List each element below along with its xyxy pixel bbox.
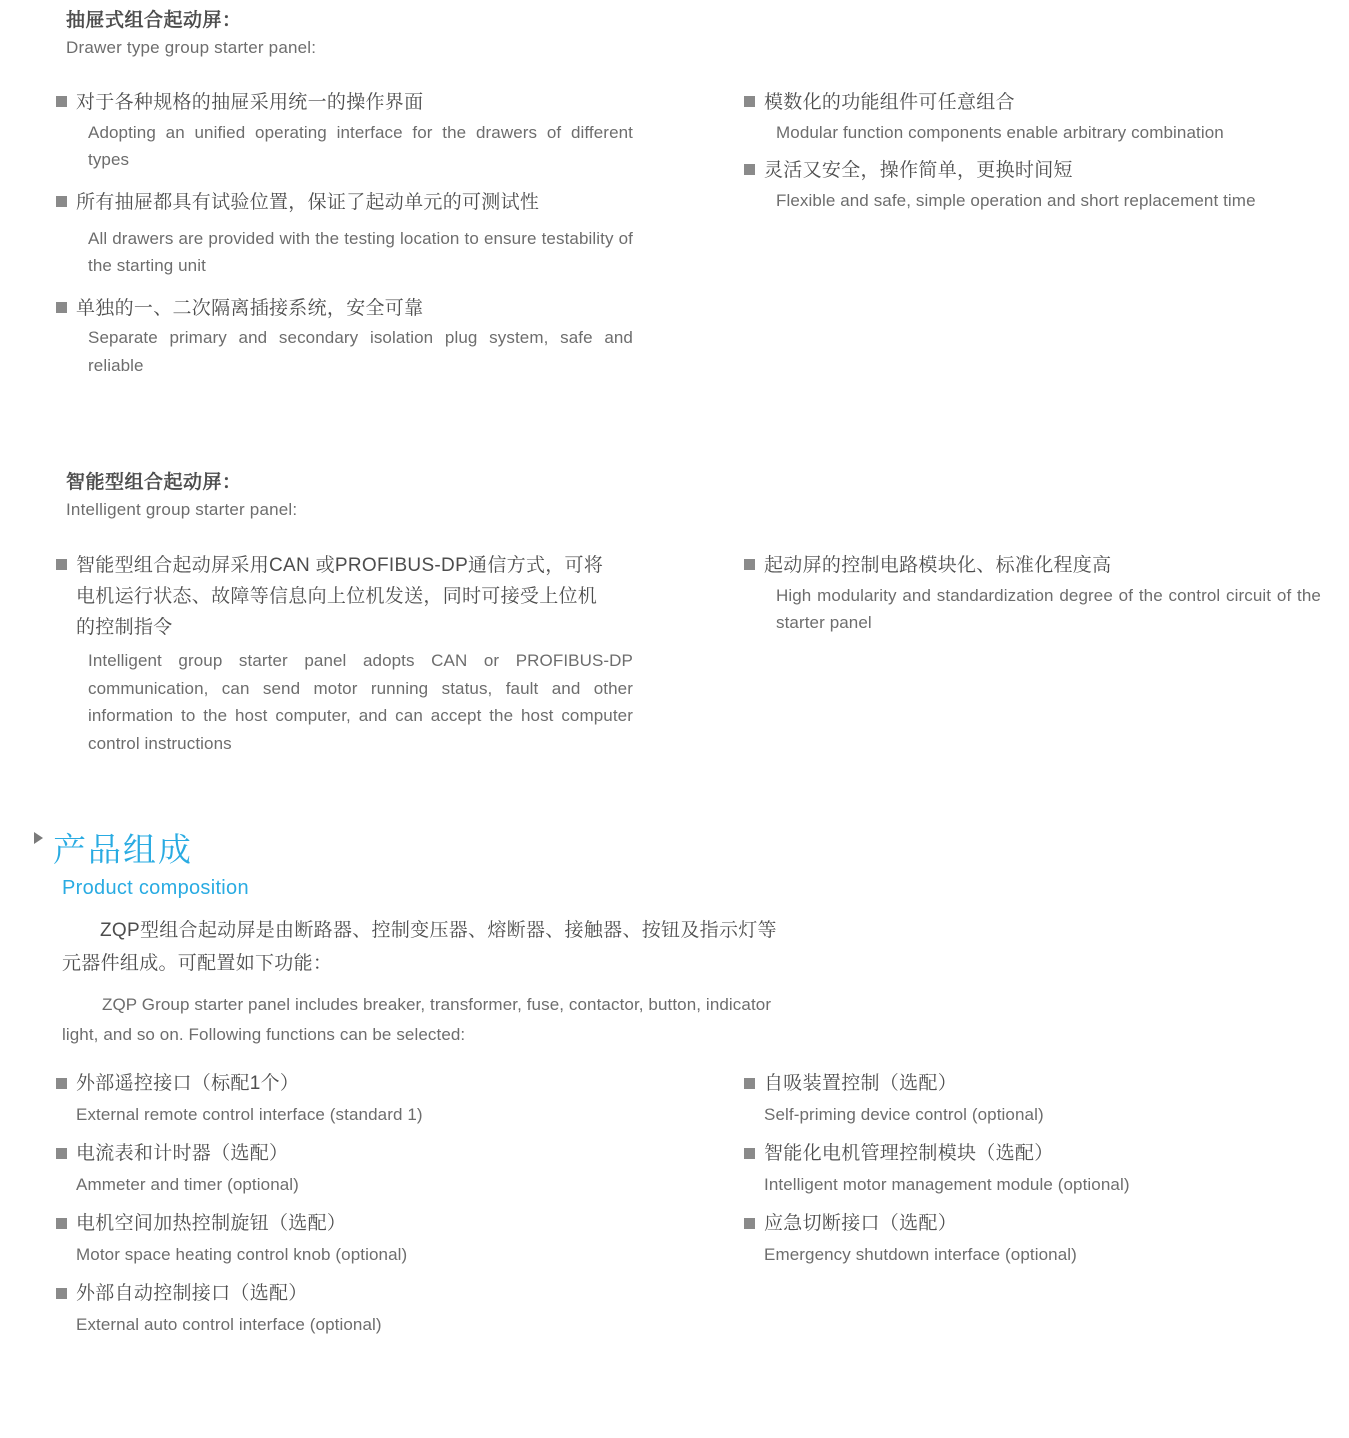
square-bullet-icon — [56, 96, 67, 107]
list-item — [744, 156, 1314, 214]
list-item — [56, 551, 636, 757]
product-paragraph-cn-line1: ZQP型组合起动屏是由断路器、控制变压器、熔断器、接触器、按钮及指示灯等 — [100, 919, 777, 941]
product-features-right — [744, 1070, 1324, 1280]
product-feature-columns — [34, 1070, 1324, 1370]
feature-text-en: External remote control interface (standard 1) — [76, 1105, 423, 1125]
intelligent-left-bullets — [56, 543, 636, 757]
square-bullet-icon — [744, 96, 755, 107]
intelligent-title-en: Intelligent group starter panel: — [66, 499, 298, 519]
square-bullet-icon — [56, 559, 67, 570]
square-bullet-icon — [744, 1218, 755, 1229]
feature-text-cn: 自吸装置控制（选配） — [764, 1072, 958, 1094]
feature-text-en: Ammeter and timer (optional) — [76, 1175, 299, 1195]
product-composition-section — [34, 830, 1324, 1370]
feature-text-en: Intelligent motor management module (optional) — [764, 1175, 1130, 1195]
list-item — [56, 1280, 656, 1338]
list-item — [56, 88, 636, 174]
drawer-title-en: Drawer type group starter panel: — [66, 37, 317, 57]
square-bullet-icon — [56, 1078, 67, 1089]
product-paragraph-cn-line2: 元器件组成。可配置如下功能： — [62, 952, 333, 974]
square-bullet-icon — [744, 1148, 755, 1159]
feature-text-cn: 智能化电机管理控制模块（选配） — [764, 1142, 1054, 1164]
drawer-left-bullets — [56, 80, 636, 379]
square-bullet-icon — [56, 1148, 67, 1159]
product-features-left — [56, 1070, 656, 1350]
bullet-text-cn: 所有抽屉都具有试验位置，保证了起动单元的可测试性 — [76, 191, 540, 213]
drawer-right-bullets — [744, 80, 1314, 215]
product-paragraph-cn — [62, 914, 1324, 947]
bullet-text-en: All drawers are provided with the testing location to ensure testability of the starting unit — [88, 228, 633, 276]
product-composition-title — [34, 830, 1324, 870]
bullet-text-cn: 单独的一、二次隔离插接系统，安全可靠 — [76, 297, 424, 319]
feature-text-en: Self-priming device control (optional) — [764, 1105, 1044, 1125]
feature-text-en: External auto control interface (optional) — [76, 1315, 382, 1335]
bullet-text-cn: 起动屏的控制电路模块化、标准化程度高 — [764, 555, 1112, 576]
bullet-text-en: Separate primary and secondary isolation plug system, safe and reliable — [88, 328, 633, 375]
bullet-text-en: Flexible and safe, simple operation and short replacement time — [776, 191, 1256, 211]
list-item — [56, 188, 636, 280]
intelligent-title-cn: 智能型组合起动屏： — [66, 472, 242, 493]
triangle-arrow-icon — [34, 832, 43, 844]
drawer-section-heading — [66, 8, 666, 60]
product-paragraph-en-line2: light, and so on. Following functions can be selected: — [62, 1024, 466, 1044]
feature-text-cn: 应急切断接口（选配） — [764, 1212, 958, 1234]
feature-text-cn: 电流表和计时器（选配） — [76, 1142, 289, 1164]
bullet-text-en: High modularity and standardization degree of the control circuit of the starter panel — [776, 585, 1321, 633]
product-paragraph-en — [62, 990, 1324, 1020]
bullet-text-cn: 模数化的功能组件可任意组合 — [764, 92, 1015, 113]
square-bullet-icon — [56, 1218, 67, 1229]
square-bullet-icon — [744, 559, 755, 570]
feature-text-cn: 外部自动控制接口（选配） — [76, 1282, 308, 1304]
page-title: 产品组成 — [53, 831, 193, 868]
square-bullet-icon — [744, 1078, 755, 1089]
bullet-text-en: Adopting an unified operating interface for the drawers of different types — [88, 122, 633, 170]
product-paragraph-en-line1: ZQP Group starter panel includes breaker, transformer, fuse, contactor, button, indicator — [102, 995, 772, 1015]
list-item — [56, 1140, 656, 1198]
bullet-text-en: Modular function components enable arbitrary combination — [776, 122, 1224, 142]
product-paragraph-en-line2-wrap — [62, 1020, 1324, 1050]
list-item — [744, 551, 1321, 637]
page-subtitle: Product composition — [62, 876, 249, 899]
square-bullet-icon — [56, 1288, 67, 1299]
list-item — [744, 1070, 1324, 1128]
square-bullet-icon — [56, 302, 67, 313]
square-bullet-icon — [744, 164, 755, 175]
feature-text-cn: 外部遥控接口（标配1个） — [76, 1072, 300, 1094]
feature-text-en: Motor space heating control knob (optional) — [76, 1245, 408, 1265]
list-item — [56, 294, 636, 380]
intelligent-section-heading — [66, 470, 666, 522]
list-item — [744, 1140, 1324, 1198]
list-item — [744, 1210, 1324, 1268]
list-item — [744, 88, 1314, 146]
bullet-text-cn: 智能型组合起动屏采用CAN 或PROFIBUS-DP通信方式，可将电机运行状态、故障等信息向上位机发送，同时可接受上位机的控制指令 — [76, 555, 604, 638]
list-item — [56, 1070, 656, 1128]
bullet-text-en: Intelligent group starter panel adopts CAN or PROFIBUS-DP communication, can send motor running status, fault and other information to the host computer, and can accept the host computer control instructions — [88, 651, 633, 753]
feature-text-cn: 电机空间加热控制旋钮（选配） — [76, 1212, 347, 1234]
bullet-text-cn: 灵活又安全，操作简单，更换时间短 — [764, 160, 1073, 182]
drawer-title-cn: 抽屉式组合起动屏： — [66, 10, 242, 31]
feature-text-en: Emergency shutdown interface (optional) — [764, 1245, 1077, 1265]
intelligent-right-bullets — [744, 543, 1321, 637]
bullet-text-cn: 对于各种规格的抽屉采用统一的操作界面 — [76, 92, 424, 113]
product-paragraph-cn-line2-wrap — [62, 947, 1324, 980]
list-item — [56, 1210, 656, 1268]
